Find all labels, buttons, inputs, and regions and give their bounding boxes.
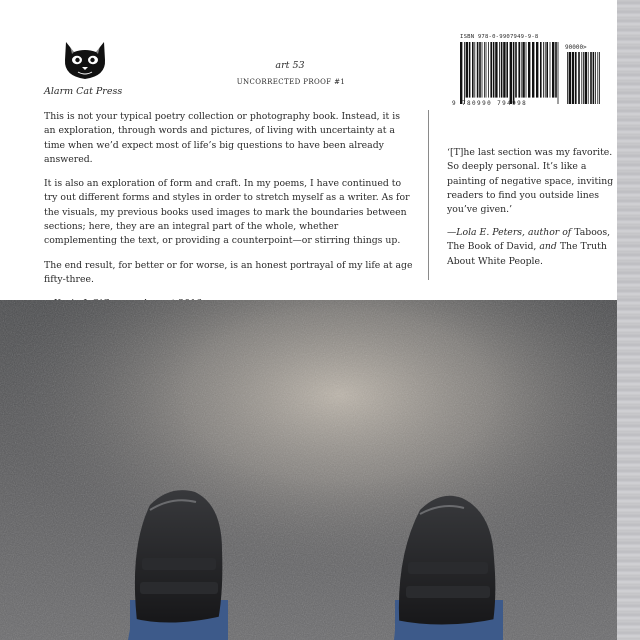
series-label: art 53 [275, 60, 305, 71]
attribution-author-of: author of [527, 227, 572, 238]
attribution-book: The Truth About White People. [447, 241, 607, 267]
column-divider [428, 110, 429, 280]
isbn-barcode-block [452, 34, 602, 112]
attribution-book: Taboos, [574, 227, 611, 238]
blurb-paragraph: This is not your typical poetry collection or photography book. Instead, it is an exploration, through words and pictures, of living with uncertainty at a time when we’d expect most of life’s big questions to have been already answered. [44, 111, 400, 165]
spine-edge [617, 0, 640, 640]
proof-label: UNCORRECTED PROOF #1 [236, 78, 346, 86]
endorsement-quote: ‘[T]he last section was my favorite. So deeply personal. It’s like a painting of negative space, inviting readers to find you outside lines you’ve given.’ [447, 147, 614, 216]
cover-photo [0, 300, 617, 640]
blurb-paragraph: The end result, for better or for worse, is an honest portrayal of my life at age fifty-three. [44, 259, 413, 285]
isbn-label: ISBN 978-0-9907949-9-8 [460, 34, 539, 40]
barcode-icon [458, 42, 562, 104]
endorsement-attribution [447, 226, 615, 269]
blurb [44, 110, 414, 312]
barcode-digits: 9 780990 794998 [452, 100, 528, 107]
attribution-book: The Book of David, [447, 241, 537, 253]
cat-head-icon [60, 38, 110, 82]
attribution-and: and [539, 241, 557, 253]
attribution-dash: — [447, 227, 457, 238]
asphalt-texture [0, 300, 617, 640]
blurb-paragraph: It is also an exploration of form and craft. In my poems, I have continued to try out different forms and styles in order to stretch myself as a writer. As for the visuals, my previous books used images to mark the boundaries between sections; here, they are an integral part of the whole, whether complementing the text, or providing a counterpoint—or stirring things up. [44, 178, 410, 247]
publisher-name: Alarm Cat Press [44, 86, 123, 97]
barcode-addon-icon [566, 52, 602, 104]
attribution-author: Lola E. Peters, [456, 227, 525, 238]
price-code: 90000> [565, 44, 587, 51]
